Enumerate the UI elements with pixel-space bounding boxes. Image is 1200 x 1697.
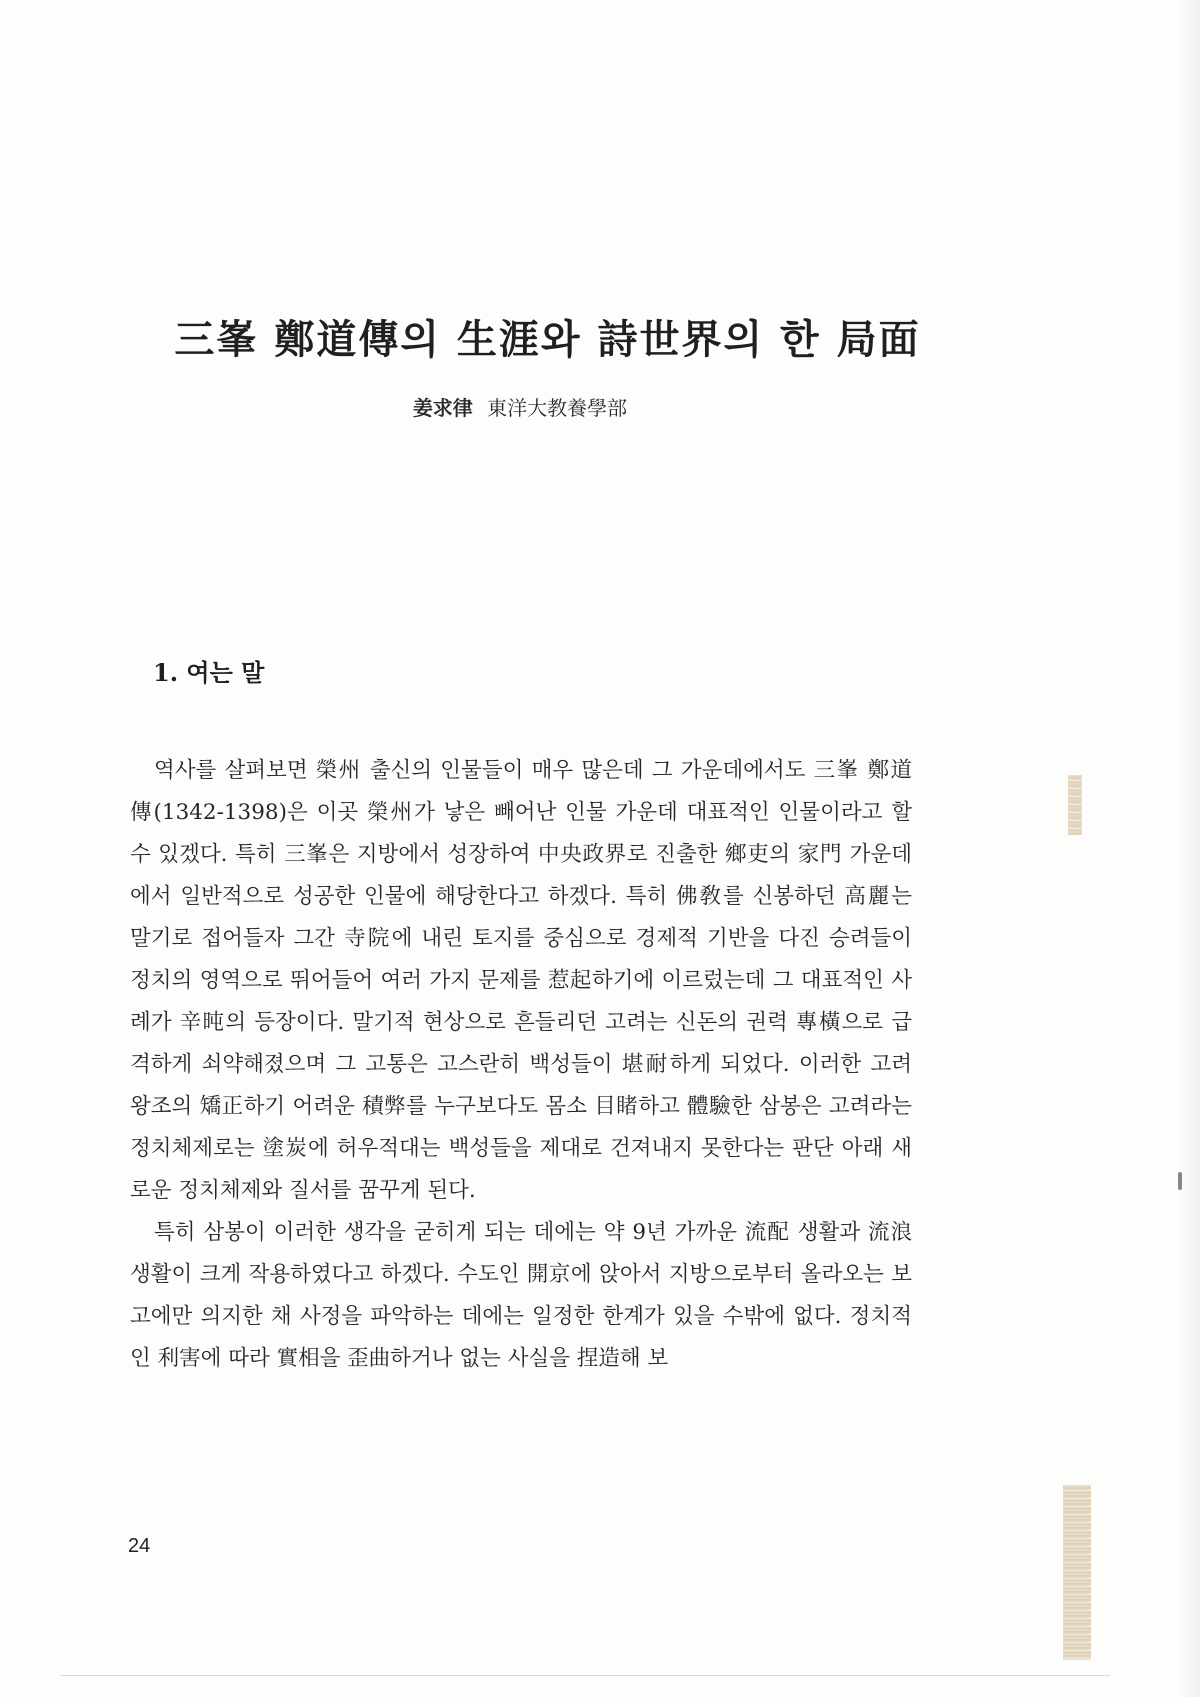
scan-speck — [1178, 1172, 1182, 1190]
section-heading: 1. 여는 말 — [153, 658, 265, 687]
body-paragraph: 특히 삼봉이 이러한 생각을 굳히게 되는 데에는 약 9년 가까운 流配 생활과 流浪 생활이 크게 작용하였다고 하겠다. 수도인 開京에 앉아서 지방으로부터 올라오는 보고에만 의지한 채 사정을 파악하는 데에는 일정한 한계가 있을 수밖에 없다. 정치적인 利害에 따라 實相을 歪曲하거나 없는 사실을 捏造해 보 — [130, 1220, 912, 1371]
byline — [0, 392, 1040, 421]
scan-edge-shadow — [1178, 0, 1200, 1697]
author-affiliation: 東洋大教養學部 — [487, 396, 628, 420]
page-number: 24 — [128, 1535, 151, 1557]
author-name: 姜求律 — [412, 396, 473, 420]
paper-tear-artifact — [1063, 1485, 1091, 1660]
body-paragraph: 역사를 살펴보면 榮州 출신의 인물들이 매우 많은데 그 가운데에서도 三峯 鄭道傳(1342-1398)은 이곳 榮州가 낳은 빼어난 인물 가운데 대표적인 인물이라고 할 수 있겠다. 특히 三峯은 지방에서 성장하여 中央政界로 진출한 鄉吏의 家門 가운데에서 일반적으로 성공한 인물에 해당한다고 하겠다. 특히 佛敎를 신봉하던 高麗는 말기로 접어들자 그간 寺院에 내린 토지를 중심으로 경제적 기반을 다진 승려들이 정치의 영역으로 뛰어들어 여러 가지 문제를 惹起하기에 이르렀는데 그 대표적인 사례가 辛旽의 등장이다. 말기적 현상으로 흔들리던 고려는 신돈의 권력 專橫으로 급격하게 쇠약해졌으며 그 고통은 고스란히 백성들이 堪耐하게 되었다. 이러한 고려 왕조의 矯正하기 어려운 積弊를 누구보다도 몸소 目睹하고 體驗한 삼봉은 고려라는 정치체제로는 塗炭에 허우적대는 백성들을 제대로 건져내지 못한다는 판단 아래 새로운 정치체제와 질서를 꿈꾸게 된다. — [130, 758, 912, 1203]
paper-tear-artifact — [1068, 775, 1082, 835]
article-title: 三峯 鄭道傳의 生涯와 詩世界의 한 局面 — [174, 316, 921, 363]
body-text — [130, 750, 912, 1380]
page-bottom-edge — [60, 1675, 1110, 1676]
